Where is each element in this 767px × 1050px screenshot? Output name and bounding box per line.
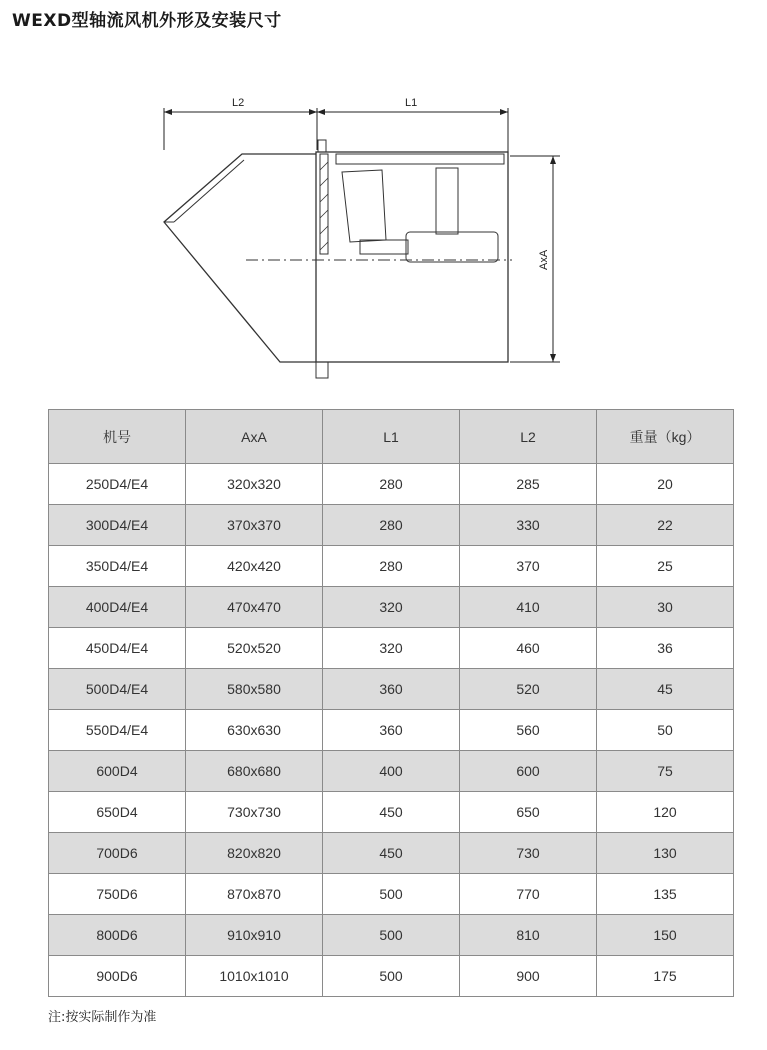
table-row — [49, 874, 734, 915]
cell-model: 650D4 — [49, 792, 186, 833]
dim-label-l2: L2 — [232, 97, 245, 109]
dim-label-l1: L1 — [405, 97, 418, 109]
cell-axa: 470x470 — [186, 587, 323, 628]
cell-l1: 450 — [323, 792, 460, 833]
cell-model: 300D4/E4 — [49, 505, 186, 546]
cell-model: 800D6 — [49, 915, 186, 956]
cell-l2: 730 — [460, 833, 597, 874]
cell-weight: 30 — [597, 587, 734, 628]
cell-l1: 280 — [323, 546, 460, 587]
cell-weight: 45 — [597, 669, 734, 710]
table-row — [49, 628, 734, 669]
header-l2: L2 — [460, 410, 597, 464]
cell-l1: 450 — [323, 833, 460, 874]
cell-model: 600D4 — [49, 751, 186, 792]
table-row — [49, 587, 734, 628]
cell-axa: 630x630 — [186, 710, 323, 751]
cell-weight: 22 — [597, 505, 734, 546]
cell-axa: 580x580 — [186, 669, 323, 710]
cell-axa: 1010x1010 — [186, 956, 323, 997]
cell-l1: 360 — [323, 710, 460, 751]
cell-weight: 120 — [597, 792, 734, 833]
page-title: WEXD型轴流风机外形及安装尺寸 — [12, 11, 282, 31]
header-weight: 重量（kg） — [597, 410, 734, 464]
cell-l1: 360 — [323, 669, 460, 710]
cell-l2: 810 — [460, 915, 597, 956]
cell-model: 700D6 — [49, 833, 186, 874]
cell-l1: 320 — [323, 628, 460, 669]
cell-axa: 320x320 — [186, 464, 323, 505]
cell-axa: 680x680 — [186, 751, 323, 792]
cell-weight: 25 — [597, 546, 734, 587]
table-row — [49, 464, 734, 505]
cell-l2: 370 — [460, 546, 597, 587]
cell-axa: 730x730 — [186, 792, 323, 833]
cell-weight: 135 — [597, 874, 734, 915]
cell-axa: 910x910 — [186, 915, 323, 956]
cell-axa: 870x870 — [186, 874, 323, 915]
cell-axa: 820x820 — [186, 833, 323, 874]
table-row — [49, 710, 734, 751]
cell-weight: 175 — [597, 956, 734, 997]
dimension-table — [48, 409, 734, 997]
fan-outline-drawing — [150, 90, 570, 385]
table-row — [49, 833, 734, 874]
cell-l2: 900 — [460, 956, 597, 997]
header-model: 机号 — [49, 410, 186, 464]
cell-model: 900D6 — [49, 956, 186, 997]
cell-l1: 500 — [323, 915, 460, 956]
cell-l1: 280 — [323, 505, 460, 546]
cell-model: 500D4/E4 — [49, 669, 186, 710]
cell-l2: 330 — [460, 505, 597, 546]
cell-l2: 600 — [460, 751, 597, 792]
footnote: 注:按实际制作为准 — [48, 1010, 157, 1025]
cell-axa: 370x370 — [186, 505, 323, 546]
cell-weight: 75 — [597, 751, 734, 792]
cell-weight: 130 — [597, 833, 734, 874]
table-header-row — [49, 410, 734, 464]
cell-l2: 410 — [460, 587, 597, 628]
cell-l2: 285 — [460, 464, 597, 505]
cell-model: 250D4/E4 — [49, 464, 186, 505]
cell-model: 350D4/E4 — [49, 546, 186, 587]
cell-l2: 650 — [460, 792, 597, 833]
cell-weight: 50 — [597, 710, 734, 751]
cell-axa: 520x520 — [186, 628, 323, 669]
cell-weight: 20 — [597, 464, 734, 505]
table-row — [49, 669, 734, 710]
cell-l1: 500 — [323, 956, 460, 997]
cell-axa: 420x420 — [186, 546, 323, 587]
cell-weight: 150 — [597, 915, 734, 956]
dim-label-axa: AxA — [538, 249, 550, 270]
cell-l2: 770 — [460, 874, 597, 915]
cell-l2: 520 — [460, 669, 597, 710]
cell-l1: 280 — [323, 464, 460, 505]
cell-model: 750D6 — [49, 874, 186, 915]
cell-l1: 320 — [323, 587, 460, 628]
table-row — [49, 915, 734, 956]
cell-l1: 400 — [323, 751, 460, 792]
cell-model: 400D4/E4 — [49, 587, 186, 628]
cell-model: 550D4/E4 — [49, 710, 186, 751]
cell-weight: 36 — [597, 628, 734, 669]
table-row — [49, 956, 734, 997]
cell-l2: 460 — [460, 628, 597, 669]
header-l1: L1 — [323, 410, 460, 464]
header-axa: AxA — [186, 410, 323, 464]
table-row — [49, 505, 734, 546]
cell-l1: 500 — [323, 874, 460, 915]
table-row — [49, 792, 734, 833]
cell-l2: 560 — [460, 710, 597, 751]
table-row — [49, 751, 734, 792]
table-row — [49, 546, 734, 587]
cell-model: 450D4/E4 — [49, 628, 186, 669]
